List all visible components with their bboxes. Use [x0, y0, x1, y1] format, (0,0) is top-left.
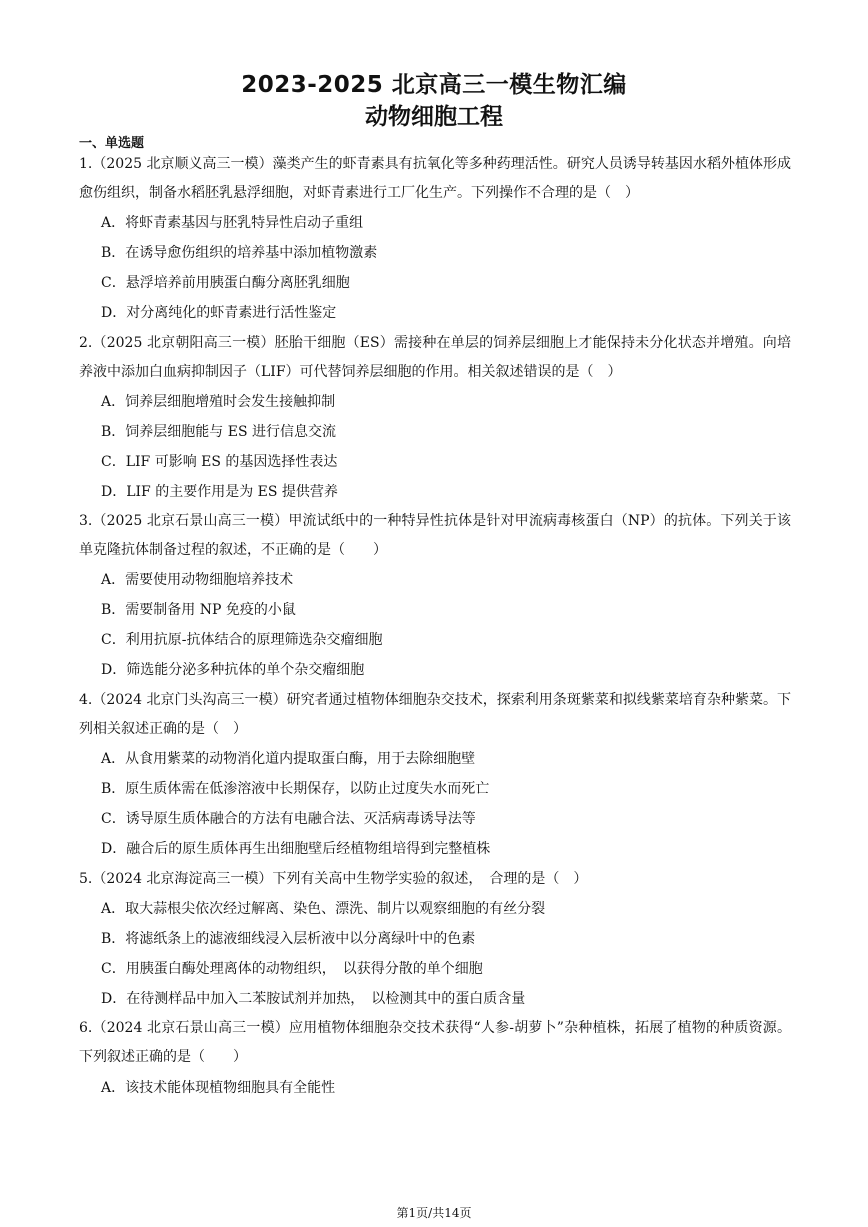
question-1-option-a: A．将虾青素基因与胚乳特异性启动子重组	[101, 215, 364, 231]
question-6-option-a: A．该技术能体现植物细胞具有全能性	[101, 1080, 336, 1096]
question-1-stem: 1.（2025 北京顺义高三一模）藻类产生的虾青素具有抗氧化等多种药理活性。研究人员诱导转基因水稻外植体形成愈伤组织，制备水稻胚乳悬浮细胞，对虾青素进行工厂化生产。下列操作不合理的是（ ）	[79, 156, 791, 201]
question-4-option-b: B．原生质体需在低渗溶液中长期保存，以防止过度失水而死亡	[101, 781, 490, 797]
question-3-option-c: C．利用抗原-抗体结合的原理筛选杂交瘤细胞	[101, 632, 383, 648]
question-2-option-b: B．饲养层细胞能与 ES 进行信息交流	[101, 424, 336, 440]
question-3-option-d: D．筛选能分泌多种抗体的单个杂交瘤细胞	[101, 662, 365, 678]
document-subtitle: 动物细胞工程	[365, 104, 503, 130]
section-heading: 一、单选题	[79, 136, 145, 151]
question-2-option-c: C．LIF 可影响 ES 的基因选择性表达	[101, 454, 338, 470]
question-1-option-d: D．对分离纯化的虾青素进行活性鉴定	[101, 305, 337, 321]
question-2-option-d: D．LIF 的主要作用是为 ES 提供营养	[101, 484, 338, 500]
question-1-option-b: B．在诱导愈伤组织的培养基中添加植物激素	[101, 245, 378, 261]
question-5-option-c: C．用胰蛋白酶处理离体的动物组织， 以获得分散的单个细胞	[101, 961, 483, 977]
document-title: 2023-2025 北京高三一模生物汇编	[241, 72, 627, 98]
question-4-option-d: D．融合后的原生质体再生出细胞壁后经植物组培得到完整植株	[101, 841, 491, 857]
question-2-option-a: A．饲养层细胞增殖时会发生接触抑制	[101, 394, 336, 410]
question-4-option-a: A．从食用紫菜的动物消化道内提取蛋白酶，用于去除细胞壁	[101, 751, 476, 767]
question-4-option-c: C．诱导原生质体融合的方法有电融合法、灭活病毒诱导法等	[101, 811, 476, 827]
question-5-option-b: B．将滤纸条上的滤液细线浸入层析液中以分离绿叶中的色素	[101, 931, 476, 947]
question-5-option-d: D．在待测样品中加入二苯胺试剂并加热， 以检测其中的蛋白质含量	[101, 991, 526, 1007]
question-5-option-a: A．取大蒜根尖依次经过解离、染色、漂洗、制片以观察细胞的有丝分裂	[101, 901, 546, 917]
question-2-stem: 2.（2025 北京朝阳高三一模）胚胎干细胞（ES）需接种在单层的饲养层细胞上才能保持未分化状态并增殖。向培养液中添加白血病抑制因子（LIF）可代替饲养层细胞的作用。相关叙述错误的是（ ）	[79, 335, 791, 380]
page-number: 第1页/共14页	[396, 1206, 472, 1220]
question-4-stem: 4.（2024 北京门头沟高三一模）研究者通过植物体细胞杂交技术，探索利用条斑紫菜和拟线紫菜培育杂种紫菜。下列相关叙述正确的是（ ）	[79, 692, 791, 737]
question-1-option-c: C．悬浮培养前用胰蛋白酶分离胚乳细胞	[101, 275, 350, 291]
question-6-stem: 6.（2024 北京石景山高三一模）应用植物体细胞杂交技术获得“人参-胡萝卜”杂种植株，拓展了植物的种质资源。下列叙述正确的是（ ）	[79, 1020, 791, 1065]
question-5-stem: 5.（2024 北京海淀高三一模）下列有关高中生物学实验的叙述， 合理的是（ ）	[79, 871, 588, 887]
question-3-stem: 3.（2025 北京石景山高三一模）甲流试纸中的一种特异性抗体是针对甲流病毒核蛋白（NP）的抗体。下列关于该单克隆抗体制备过程的叙述，不正确的是（ ）	[79, 513, 791, 558]
question-3-option-b: B．需要制备用 NP 免疫的小鼠	[101, 602, 296, 618]
question-3-option-a: A．需要使用动物细胞培养技术	[101, 572, 294, 588]
